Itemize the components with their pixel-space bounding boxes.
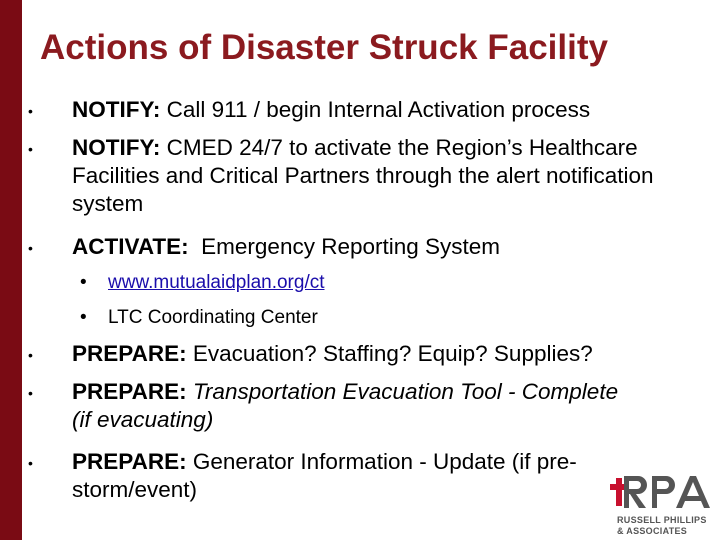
rpa-caption-line1: RUSSELL PHILLIPS bbox=[617, 515, 707, 525]
sub-bullet-item bbox=[80, 306, 318, 330]
bullet-body: CMED 24/7 to activate the Region’s Healthcare Facilities and Critical Partners through the alert notification system bbox=[72, 135, 654, 216]
bullet-text bbox=[72, 233, 712, 261]
slide-title: Actions of Disaster Struck Facility bbox=[40, 28, 608, 67]
sub-bullet-text: LTC Coordinating Center bbox=[108, 307, 318, 328]
bullet-glyph: • bbox=[28, 347, 33, 363]
mutualaidplan-link[interactable]: www.mutualaidplan.org/ct bbox=[108, 272, 325, 293]
bullet-glyph: • bbox=[28, 103, 33, 119]
rpa-logo-letters bbox=[624, 476, 710, 508]
bullet-glyph: • bbox=[28, 141, 33, 157]
bullet-body: Transportation Evacuation Tool - Complete (if evacuating) bbox=[72, 379, 619, 432]
bullet-lead: NOTIFY: bbox=[72, 135, 161, 160]
bullet-lead: NOTIFY: bbox=[72, 97, 161, 122]
bullet-lead: ACTIVATE: bbox=[72, 234, 189, 259]
bullet-body: Generator Information - Update (if pre-storm/event) bbox=[72, 449, 577, 502]
bullet-text bbox=[72, 448, 662, 504]
bullet-lead: PREPARE: bbox=[72, 379, 187, 404]
bullet-glyph: • bbox=[28, 240, 33, 256]
bullet-body: Evacuation? Staffing? Equip? Supplies? bbox=[186, 341, 593, 366]
bullet-glyph: • bbox=[28, 385, 33, 401]
bullet-lead: PREPARE: bbox=[72, 341, 187, 366]
bullet-lead: PREPARE: bbox=[72, 449, 187, 474]
bullet-text bbox=[72, 96, 712, 124]
left-accent-bar bbox=[0, 0, 22, 540]
bullet-glyph: • bbox=[80, 272, 87, 293]
bullet-text bbox=[72, 134, 692, 218]
sub-bullet-item bbox=[80, 271, 325, 295]
bullet-glyph: • bbox=[28, 455, 33, 471]
bullet-body: Call 911 / begin Internal Activation process bbox=[160, 97, 591, 122]
bullet-body: Emergency Reporting System bbox=[188, 234, 501, 259]
rpa-caption-line2: & ASSOCIATES bbox=[617, 526, 688, 536]
bullet-glyph: • bbox=[80, 307, 87, 328]
bullet-text bbox=[72, 378, 632, 434]
rpa-logo-caption bbox=[617, 515, 707, 537]
bullet-text bbox=[72, 340, 712, 368]
